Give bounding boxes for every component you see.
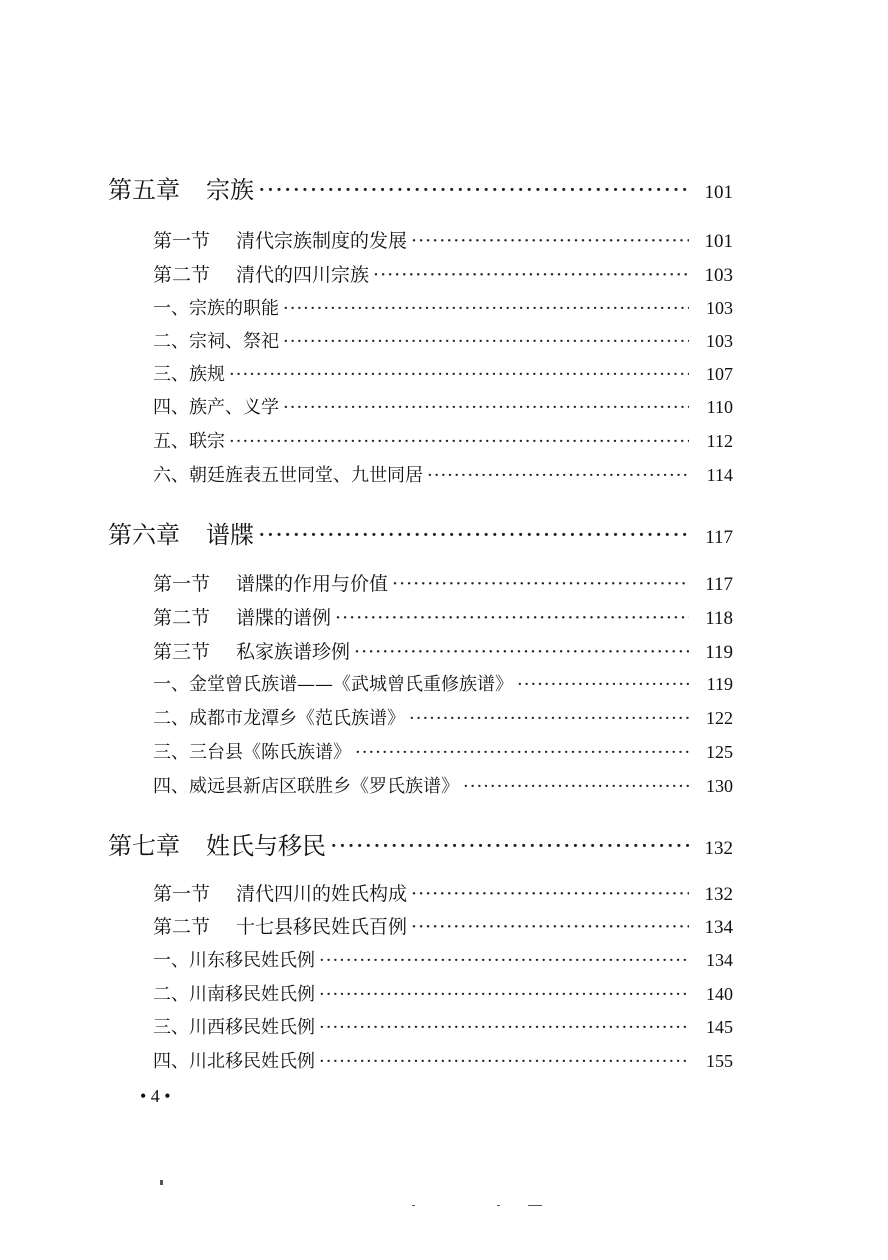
toc-entry-number: 第五章 xyxy=(108,176,180,204)
toc-chapter xyxy=(108,170,733,205)
toc-page-number: 103 xyxy=(704,265,733,286)
toc-section xyxy=(153,260,733,287)
toc-entry-title xyxy=(153,738,351,764)
toc-page-number: 155 xyxy=(706,1051,733,1071)
toc-entry-number: 第一节 xyxy=(153,573,211,595)
toc-entry-text: 三、族规 xyxy=(153,364,225,385)
dot-leader xyxy=(411,230,689,252)
toc-entry-text: 五、联宗 xyxy=(153,431,225,452)
toc-entry-text: 六、朝廷旌表五世同堂、九世同居 xyxy=(153,465,423,486)
toc-page-number: 119 xyxy=(706,674,733,694)
dot-leader xyxy=(354,641,689,663)
toc-entry-text: 十七县移民姓氏百例 xyxy=(236,916,408,938)
toc-entry-text: 二、宗祠、祭祀 xyxy=(153,331,279,352)
toc-entry-number: 第二节 xyxy=(153,264,211,286)
toc-page-number: 103 xyxy=(706,298,733,318)
toc-page-number: 114 xyxy=(706,465,733,485)
toc-entry-title xyxy=(153,1013,315,1039)
toc-page-number: 112 xyxy=(706,431,733,451)
toc-entry-title xyxy=(153,879,407,906)
dot-leader xyxy=(409,708,689,729)
toc-entry-title xyxy=(153,360,225,386)
dot-leader xyxy=(283,298,689,319)
dot-leader xyxy=(319,950,689,971)
toc-entry-text: 谱牒 xyxy=(206,521,254,549)
toc-item xyxy=(153,772,733,798)
toc-entry-title xyxy=(153,946,315,972)
toc-page-number: 117 xyxy=(705,527,733,548)
toc-entry-text: 四、族产、义学 xyxy=(153,397,279,418)
dot-leader xyxy=(229,364,689,385)
toc-section xyxy=(153,879,733,906)
toc-entry-text: 三、川西移民姓氏例 xyxy=(153,1017,315,1038)
toc-entry-title xyxy=(153,772,459,798)
page-number: • 4 • xyxy=(140,1086,171,1106)
toc-entry-text: 一、金堂曾氏族谱——《武城曾氏重修族谱》 xyxy=(153,674,513,695)
toc-item xyxy=(153,946,733,972)
scan-speck xyxy=(412,1205,415,1206)
toc-entry-text: 清代宗族制度的发展 xyxy=(236,230,408,252)
toc-entry-title xyxy=(153,670,513,696)
toc-item xyxy=(153,461,733,487)
toc-entry-title xyxy=(153,427,225,453)
toc-entry-title xyxy=(153,226,407,253)
toc-entry-number: 第一节 xyxy=(153,230,211,252)
toc-entry-text: 一、川东移民姓氏例 xyxy=(153,950,315,971)
toc-page-number: 110 xyxy=(706,397,733,417)
dot-leader xyxy=(392,573,689,595)
toc-entry-text: 四、川北移民姓氏例 xyxy=(153,1051,315,1072)
toc-item xyxy=(153,427,733,453)
toc-page-number: 118 xyxy=(705,608,733,629)
toc-page-number: 107 xyxy=(706,364,733,384)
dot-leader xyxy=(283,397,689,418)
toc-entry-text: 谱牒的作用与价值 xyxy=(236,573,389,595)
scan-speck xyxy=(160,1180,163,1185)
toc-item xyxy=(153,980,733,1006)
toc-page-number: 134 xyxy=(704,917,733,938)
toc-entry-title xyxy=(153,1047,315,1073)
toc-chapter xyxy=(108,826,733,861)
toc-section xyxy=(153,912,733,939)
toc-entry-text: 清代的四川宗族 xyxy=(236,264,370,286)
toc-entry-title xyxy=(153,461,423,487)
dot-leader xyxy=(355,742,689,763)
toc-entry-title xyxy=(153,393,279,419)
scan-speck xyxy=(497,1205,500,1206)
toc-page-number: 103 xyxy=(706,331,733,351)
dot-leader xyxy=(319,1017,689,1038)
toc-entry-text: 姓氏与移民 xyxy=(206,832,326,860)
toc-entry-number: 第二节 xyxy=(153,607,211,629)
toc-page-number: 130 xyxy=(706,776,733,796)
toc-entry-number: 第六章 xyxy=(108,521,180,549)
toc-page-number: 125 xyxy=(706,742,733,762)
toc-page-number: 134 xyxy=(706,950,733,970)
toc-entry-title xyxy=(153,327,279,353)
toc-entry-title xyxy=(153,912,407,939)
toc-item xyxy=(153,1013,733,1039)
toc-page-number: 101 xyxy=(704,231,733,252)
toc-entry-title xyxy=(108,515,254,550)
dot-leader xyxy=(373,264,689,286)
toc-item xyxy=(153,1047,733,1073)
toc-item xyxy=(153,294,733,320)
dot-leader xyxy=(258,176,689,204)
toc-page-number: 122 xyxy=(706,708,733,728)
toc-entry-text: 宗族 xyxy=(206,176,254,204)
dot-leader xyxy=(335,607,689,629)
toc-entry-text: 四、威远县新店区联胜乡《罗氏族谱》 xyxy=(153,776,459,797)
dot-leader xyxy=(258,521,689,549)
toc-page-number: 117 xyxy=(705,574,733,595)
toc-chapter xyxy=(108,515,733,550)
toc-entry-number: 第七章 xyxy=(108,832,180,860)
dot-leader xyxy=(330,832,689,860)
toc-entry-title xyxy=(153,294,279,320)
dot-leader xyxy=(411,916,689,938)
toc-section xyxy=(153,569,733,596)
toc-page-number: 140 xyxy=(706,984,733,1004)
toc-entry-title xyxy=(153,569,388,596)
toc-entry-title xyxy=(153,603,331,630)
toc-item xyxy=(153,393,733,419)
toc-entry-text: 二、川南移民姓氏例 xyxy=(153,984,315,1005)
toc-entry-text: 谱牒的谱例 xyxy=(236,607,332,629)
toc-entry-text: 二、成都市龙潭乡《范氏族谱》 xyxy=(153,708,405,729)
toc-entry-text: 三、三台县《陈氏族谱》 xyxy=(153,742,351,763)
dot-leader xyxy=(319,984,689,1005)
toc-item xyxy=(153,704,733,730)
toc-entry-title xyxy=(108,170,254,205)
toc-entry-title xyxy=(153,260,369,287)
toc-page-number: 132 xyxy=(704,838,733,859)
toc-page-number: 132 xyxy=(704,884,733,905)
toc-item xyxy=(153,360,733,386)
dot-leader xyxy=(427,465,689,486)
dot-leader xyxy=(319,1051,689,1072)
toc-entry-text: 私家族谱珍例 xyxy=(236,641,351,663)
toc-entry-text: 清代四川的姓氏构成 xyxy=(236,883,408,905)
dot-leader xyxy=(283,331,689,352)
toc-section xyxy=(153,637,733,664)
toc-section xyxy=(153,226,733,253)
dot-leader xyxy=(517,674,689,695)
dot-leader xyxy=(463,776,689,797)
toc-page-number: 145 xyxy=(706,1017,733,1037)
toc-entry-number: 第二节 xyxy=(153,916,211,938)
toc-page-number: 119 xyxy=(705,642,733,663)
dot-leader xyxy=(411,883,689,905)
toc-entry-title xyxy=(153,980,315,1006)
toc-section xyxy=(153,603,733,630)
toc-item xyxy=(153,670,733,696)
toc-entry-title xyxy=(153,637,350,664)
toc-item xyxy=(153,738,733,764)
scan-speck xyxy=(528,1205,542,1206)
dot-leader xyxy=(229,431,689,452)
toc-entry-number: 第三节 xyxy=(153,641,211,663)
toc-entry-title xyxy=(153,704,405,730)
toc-page-number: 101 xyxy=(704,182,733,203)
toc-entry-number: 第一节 xyxy=(153,883,211,905)
toc-item xyxy=(153,327,733,353)
toc-entry-title xyxy=(108,826,326,861)
toc-entry-text: 一、宗族的职能 xyxy=(153,298,279,319)
